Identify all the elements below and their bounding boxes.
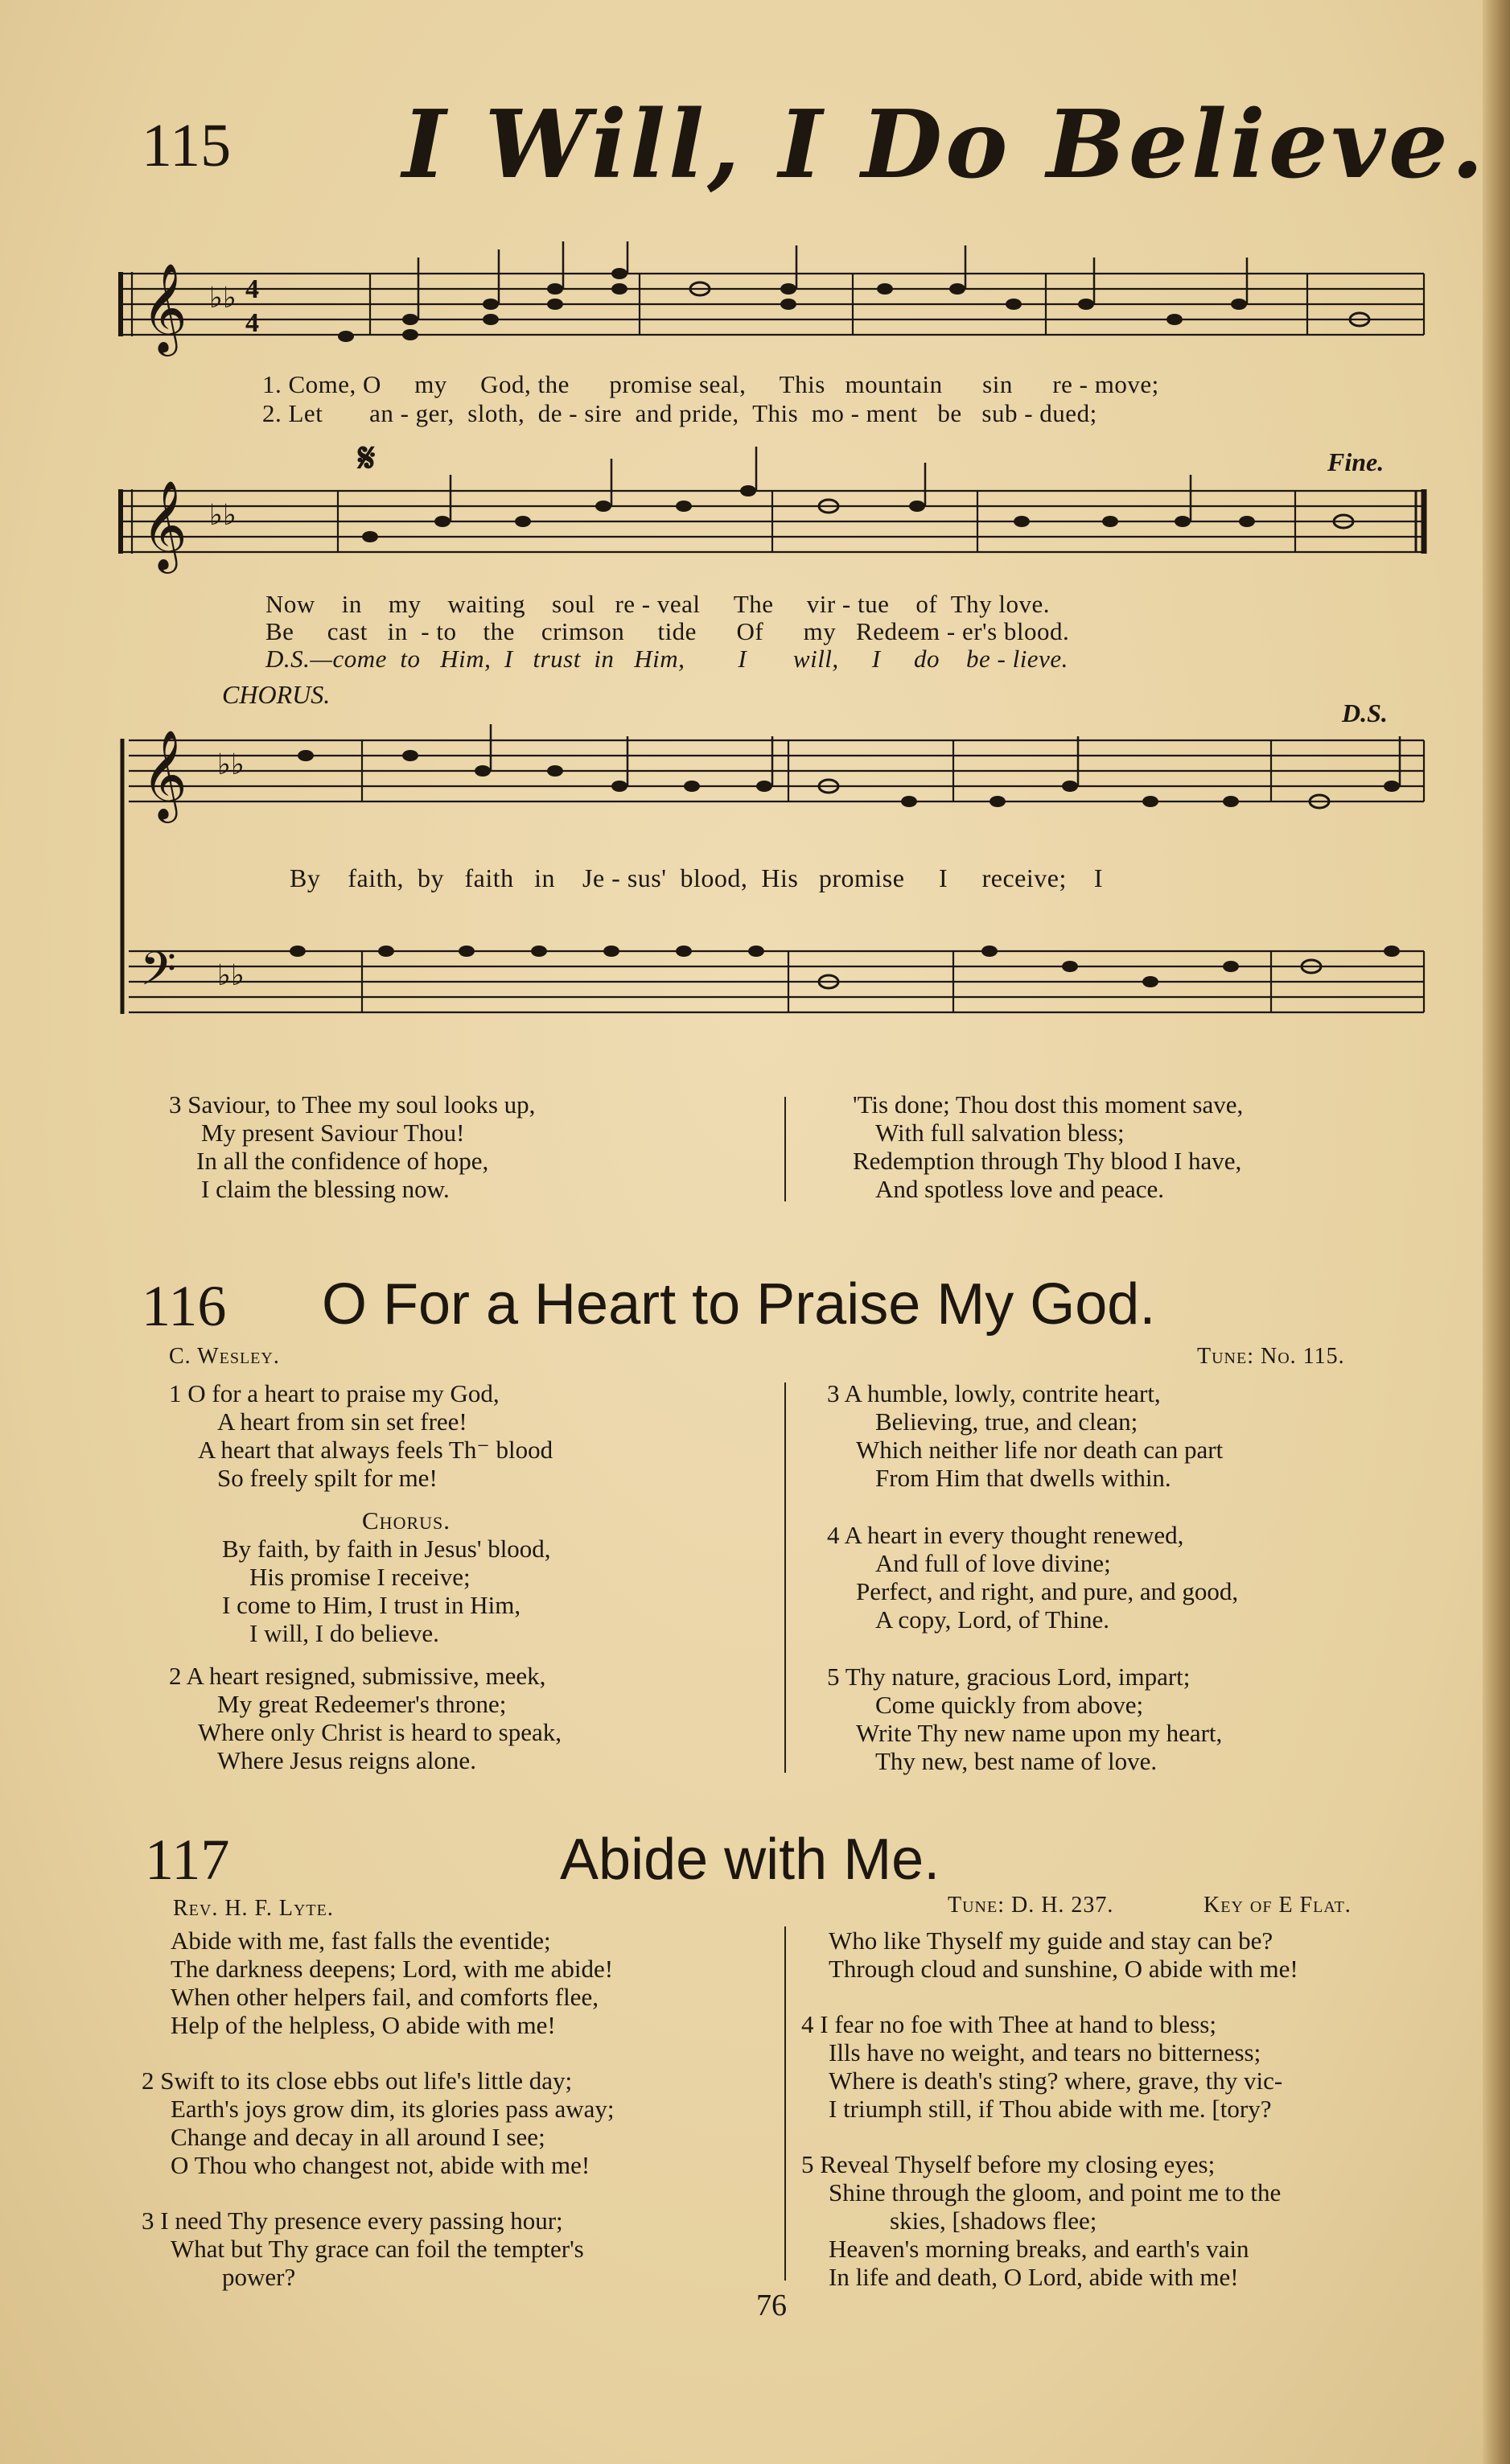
staff-system-1 <box>121 264 1424 356</box>
hymn-117-tune: Tune: D. H. 237. <box>948 1893 1114 1918</box>
staff-system-2 <box>121 481 1424 574</box>
hymn-115-verse-3-left: 3 Saviour, to Thee my soul looks up, My present Saviour Thou! In all the confidence of hope, I claim the blessing now. <box>169 1090 536 1203</box>
hymn-117-left-column: Abide with me, fast falls the eventide; The darkness deepens; Lord, with me abide! When other helpers fail, and comforts flee, Help of the helpless, O abide with me! 2 Swift to its close ebbs out life's little day; Earth's joys grow dim, its glories pass away; Change and decay in all around I see; O Thou who changest not, abide with me! 3 I need Thy presence every passing hour; What but Thy grace can foil the tempter's power? <box>142 1926 615 2291</box>
lyric-line: 1. Come, O my God, the promise seal, This mountain sin re - move; <box>262 370 1159 398</box>
svg-text:4: 4 <box>245 274 259 304</box>
hymn-115-verse-3-right: 'Tis done; Thou dost this moment save, With full salvation bless; Redemption through Thy blood I have, And spotless love and peace. <box>853 1090 1244 1203</box>
svg-text:♭♭: ♭♭ <box>217 959 245 991</box>
hymn-117-title: Abide with Me. <box>560 1827 940 1892</box>
chorus-label: CHORUS. <box>222 680 331 709</box>
svg-text:𝄞: 𝄞 <box>142 482 187 568</box>
svg-text:𝄞: 𝄞 <box>142 731 187 818</box>
hymn-117-right-column: Who like Thyself my guide and stay can be? Through cloud and sunshine, O abide with me! 4 I fear no foe with Thee at hand to bless; Ills have no weight, and tears no bitterness; Where is death's sting? where, grave, thy vic- I triumph still, if Thou abide with me. [tory? 5 Reveal Thyself before my closing eyes; Shine through the gloom, and point me to the skies, [shadows flee; Heaven's morning breaks, and earth's vain In life and death, O Lord, abide with me! <box>801 1926 1298 2291</box>
fine-marking: Fine. <box>1327 447 1385 476</box>
chorus-heading: Chorus. <box>362 1506 451 1535</box>
ds-marking: D.S. <box>1342 698 1388 727</box>
svg-text:♭♭: ♭♭ <box>209 499 237 531</box>
lyric-line: D.S.—come to Him, I trust in Him, I will, I do be - lieve. <box>265 645 1068 673</box>
segno-sign: 𝄋 <box>358 435 376 480</box>
hymn-116-left-column: 1 O for a heart to praise my God, A heart from sin set free! A heart that always feels Th⁻ blood So freely spilt for me! Chorus. By faith, by faith in Jesus' blood, His promise I receive; I come to Him, I trust in Him, I will, I do believe. 2 A heart resigned, submissive, meek, My great Redeemer's throne; Where only Christ is heard to speak, Where Jesus reigns alone. <box>169 1379 562 1774</box>
svg-text:♭♭: ♭♭ <box>217 748 245 781</box>
page-number: 76 <box>756 2289 787 2322</box>
hymn-115-number: 115 <box>142 112 232 179</box>
lyric-line: Now in my waiting soul re - veal The vir - tue of Thy love. <box>265 590 1050 618</box>
svg-text:4: 4 <box>245 308 259 338</box>
lyric-line: Be cast in - to the crimson tide Of my Redeem - er's blood. <box>265 617 1070 645</box>
hymn-116-number: 116 <box>142 1274 227 1338</box>
hymn-117-number: 117 <box>145 1827 230 1892</box>
svg-text:𝄞: 𝄞 <box>142 265 187 351</box>
hymn-115-title: I Will, I Do Believe. <box>402 90 1487 200</box>
hymn-117-author: Rev. H. F. Lyte. <box>173 1896 334 1921</box>
lyric-line: 2. Let an - ger, sloth, de - sire and pride, This mo - ment be sub - dued; <box>262 399 1097 427</box>
column-divider <box>784 1097 786 1201</box>
lyric-line: By faith, by faith in Je - sus' blood, His promise I receive; I <box>290 863 1103 892</box>
hymn-116-right-column: 3 A humble, lowly, contrite heart, Believing, true, and clean; Which neither life nor death can part From Him that dwells within. 4 A heart in every thought renewed, And full of love divine; Perfect, and right, and pure, and good, A copy, Lord, of Thine. 5 Thy nature, gracious Lord, impart; Come quickly from above; Write Thy new name upon my heart, Thy new, best name of love. <box>827 1379 1239 1775</box>
column-divider <box>784 1382 786 1773</box>
svg-text:♭♭: ♭♭ <box>209 282 237 314</box>
note-stems <box>418 241 1400 786</box>
hymn-117-key: Key of E Flat. <box>1203 1893 1352 1918</box>
svg-text:𝄢: 𝄢 <box>140 945 177 1007</box>
book-spine-edge <box>1483 0 1510 2464</box>
hymn-116-author: C. Wesley. <box>169 1344 280 1369</box>
hymn-116-title: O For a Heart to Praise My God. <box>322 1272 1156 1337</box>
column-divider <box>784 1926 786 2281</box>
hymn-116-tune: Tune: No. 115. <box>1197 1344 1345 1369</box>
